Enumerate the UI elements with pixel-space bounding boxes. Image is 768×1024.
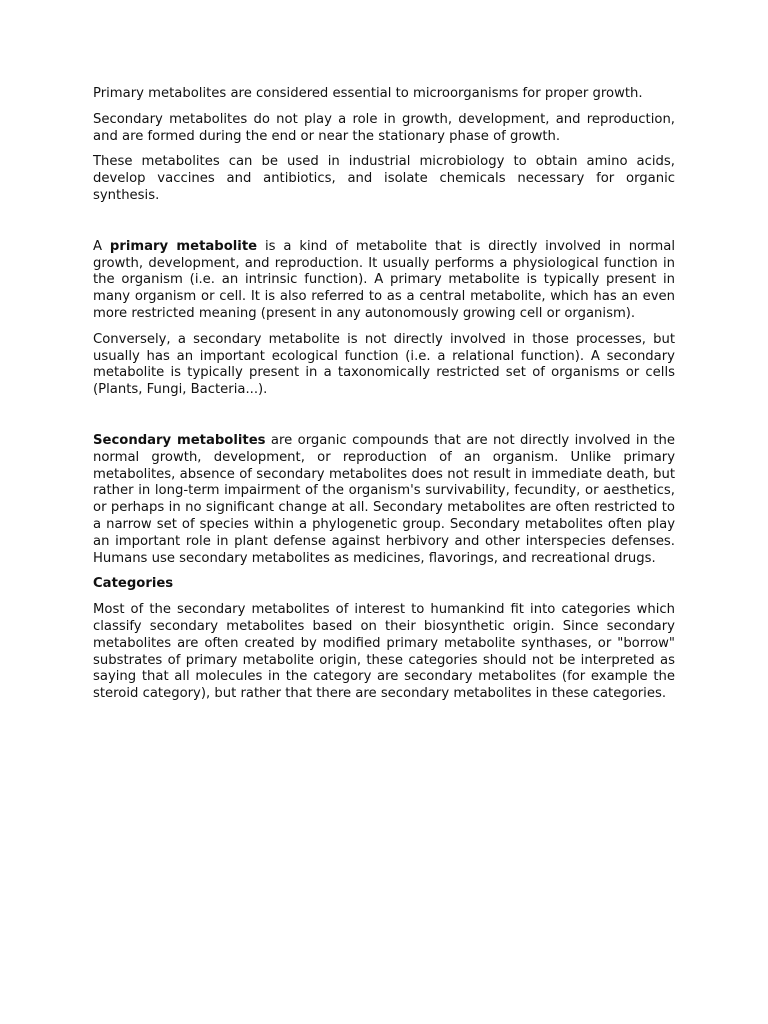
intro-paragraph-primary: Primary metabolites are considered essential to microorganisms for proper growth.: [93, 86, 643, 101]
secondary-metabolites-term: Secondary metabolites: [93, 432, 266, 448]
section-spacer: [93, 214, 675, 239]
primary-metabolite-paragraph: [93, 239, 675, 323]
primary-definition-text: is a kind of metabolite that is directly involved in normal growth, development, and reproduction. It usually performs a physiological function in the organism (i.e. an intrinsic function). A primary metabolite is typically present in many organism or cell. It is also referred to as a central metabolite, which has an even more restricted meaning (present in any autonomously growing cell or organism).: [93, 238, 675, 321]
primary-metabolite-term: primary metabolite: [109, 238, 258, 254]
document-page: [93, 86, 675, 712]
secondary-metabolites-paragraph: [93, 433, 675, 567]
primary-lead-text: A: [93, 238, 110, 254]
intro-paragraph-secondary: Secondary metabolites do not play a role in growth, development, and reproduction, and are formed during the end or near the stationary phase of growth.: [93, 111, 675, 144]
intro-paragraph-uses: These metabolites can be used in industrial microbiology to obtain amino acids, develop vaccines and antibiotics, and isolate chemicals necessary for organic synthesis.: [93, 154, 675, 203]
conversely-paragraph: Conversely, a secondary metabolite is not directly involved in those processes, but usually has an important ecological function (i.e. a relational function). A secondary metabolite is typically present in a taxonomically restricted set of organisms or cells (Plants, Fungi, Bacteria...).: [93, 331, 675, 398]
secondary-definition-text: are organic compounds that are not directly involved in the normal growth, development, or reproduction of an organism. Unlike primary metabolites, absence of secondary metabolites does not result in immediate death, but rather in long-term impairment of the organism's survivability, fecundity, or aesthetics, or perhaps in no significant change at all. Secondary metabolites are often restricted to a narrow set of species within a phylogenetic group. Secondary metabolites often play an important role in plant defense against herbivory and other interspecies defenses. Humans use secondary metabolites as medicines, flavorings, and recreational drugs.: [93, 432, 675, 566]
categories-heading: Categories: [93, 576, 174, 592]
section-spacer: [93, 408, 675, 433]
categories-paragraph: Most of the secondary metabolites of interest to humankind fit into categories which classify secondary metabolites based on their biosynthetic origin. Since secondary metabolites are often created by modified primary metabolite synthases, or "borrow" substrates of primary metabolite origin, these categories should not be interpreted as saying that all molecules in the category are secondary metabolites (for example the steroid category), but rather that there are secondary metabolites in these categories.: [93, 602, 675, 702]
